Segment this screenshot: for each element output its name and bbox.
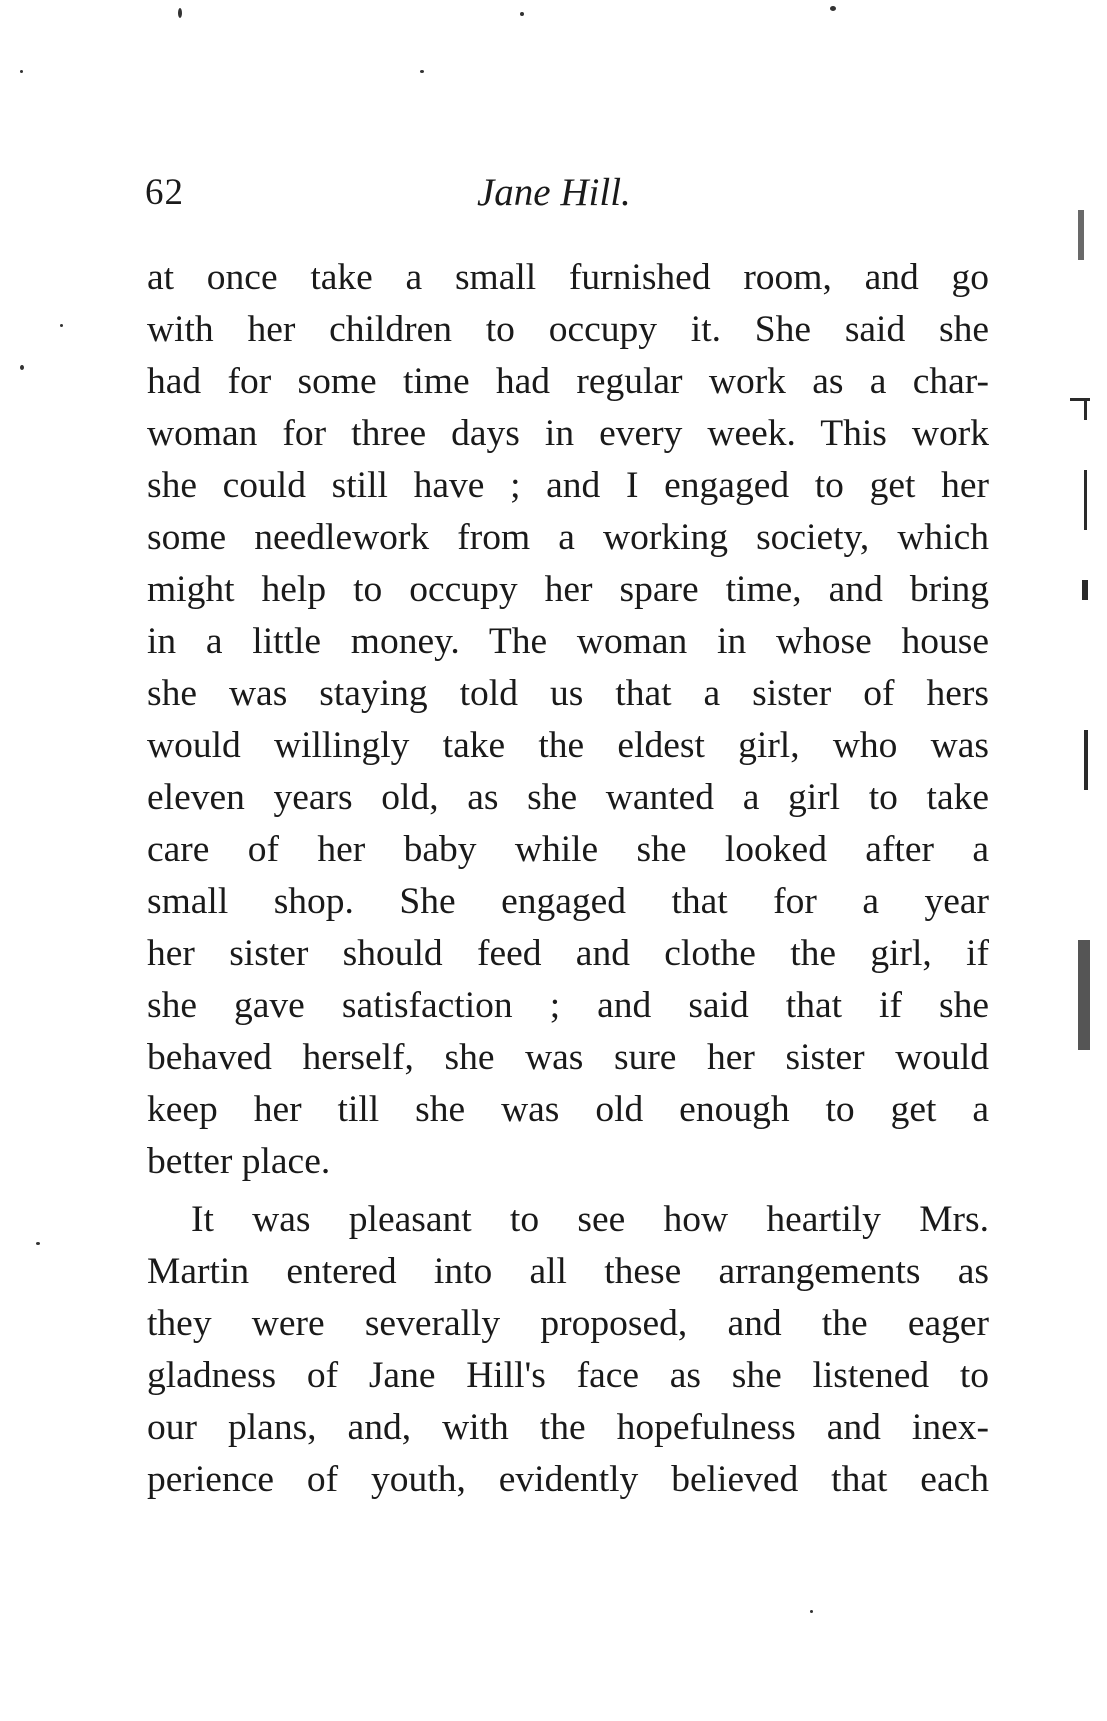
margin-mark: [1070, 398, 1090, 401]
text-line: she gave satisfaction ; and said that if she: [147, 985, 989, 1026]
scan-speck: [420, 70, 424, 73]
margin-mark: [1084, 730, 1088, 790]
page-header: [145, 168, 985, 218]
margin-mark: [1078, 210, 1084, 260]
text-line: at once take a small furnished room, and go: [147, 257, 989, 298]
running-title: Jane Hill.: [477, 171, 631, 214]
scan-speck: [60, 324, 63, 327]
body-text: [147, 252, 989, 1506]
text-line: in a little money. The woman in whose house: [147, 621, 989, 662]
scan-speck: [830, 6, 836, 11]
scan-speck: [810, 1610, 813, 1613]
text-line: keep her till she was old enough to get a: [147, 1089, 989, 1130]
text-line: Martin entered into all these arrangements as: [147, 1251, 989, 1292]
text-line: eleven years old, as she wanted a girl to take: [147, 777, 989, 818]
text-line: she could still have ; and I engaged to get her: [147, 465, 989, 506]
text-line: It was pleasant to see how heartily Mrs.: [191, 1199, 989, 1240]
scan-speck: [520, 12, 524, 16]
margin-mark: [1078, 940, 1090, 1050]
scan-speck: [178, 8, 182, 18]
text-line: her sister should feed and clothe the girl, if: [147, 933, 989, 974]
text-line: our plans, and, with the hopefulness and inex-: [147, 1407, 989, 1448]
scan-speck: [36, 1242, 40, 1245]
text-line: gladness of Jane Hill's face as she listened to: [147, 1355, 989, 1396]
text-line: would willingly take the eldest girl, who was: [147, 725, 989, 766]
text-line: with her children to occupy it. She said she: [147, 309, 989, 350]
margin-mark: [1084, 470, 1087, 530]
text-line: small shop. She engaged that for a year: [147, 881, 989, 922]
paragraph-2: [147, 1194, 989, 1506]
text-line: behaved herself, she was sure her sister would: [147, 1037, 989, 1078]
scan-speck: [20, 365, 24, 370]
page-number: 62: [145, 172, 184, 213]
margin-mark: [1084, 400, 1087, 420]
text-line: better place.: [147, 1141, 331, 1182]
text-line: had for some time had regular work as a char-: [147, 361, 989, 402]
text-line: care of her baby while she looked after a: [147, 829, 989, 870]
text-line: perience of youth, evidently believed that each: [147, 1459, 989, 1500]
text-line: some needlework from a working society, which: [147, 517, 989, 558]
text-line: woman for three days in every week. This work: [147, 413, 989, 454]
paragraph-1: [147, 252, 989, 1188]
text-line: they were severally proposed, and the eager: [147, 1303, 989, 1344]
margin-mark: [1082, 580, 1088, 600]
scan-speck: [20, 70, 23, 73]
text-line: she was staying told us that a sister of hers: [147, 673, 989, 714]
text-line: might help to occupy her spare time, and bring: [147, 569, 989, 610]
